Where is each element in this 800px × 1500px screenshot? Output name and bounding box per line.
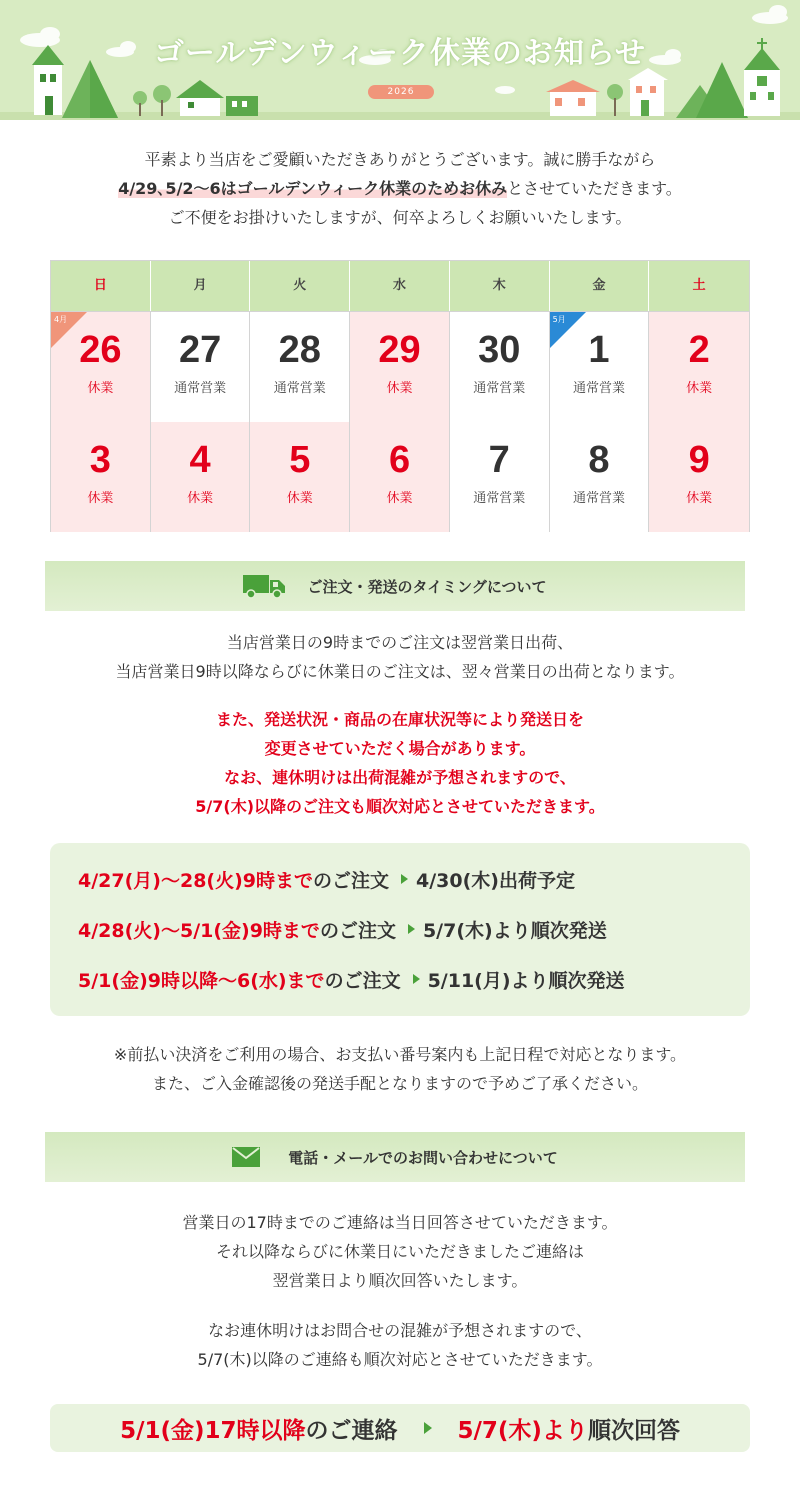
day-number: 4 xyxy=(189,439,211,481)
intro-line-3: ご不便をお掛けいたしますが、何卒よろしくお願いいたします。 xyxy=(168,208,632,227)
calendar-day-cell xyxy=(151,312,251,422)
calendar-day-cell xyxy=(51,312,151,422)
day-number: 30 xyxy=(478,329,521,371)
contact-line-5: 5/7(木)以降のご連絡も順次対応とさせていただきます。 xyxy=(197,1350,603,1369)
payment-note-2: また、ご入金確認後の発送手配となりますので予めご了承ください。 xyxy=(151,1074,648,1093)
schedule-period: 4/28(火)～5/1(金)9時まで xyxy=(78,919,320,942)
schedule-result: 5/7(木)より順次発送 xyxy=(422,919,607,942)
calendar-day-cell xyxy=(649,312,749,422)
schedule-period: 4/27(月)～28(火)9時まで xyxy=(78,869,313,892)
day-status: 通常営業 xyxy=(473,491,526,506)
day-status: 休業 xyxy=(386,381,413,396)
contact-line-2: それ以降ならびに休業日にいただきましたご連絡は xyxy=(215,1242,584,1261)
contact-line-1: 営業日の17時までのご連絡は当日回答させていただきます。 xyxy=(182,1213,618,1232)
day-number: 6 xyxy=(388,439,411,481)
calendar-day-cell xyxy=(649,422,749,532)
calendar-day-cell xyxy=(450,422,550,532)
schedule-order: のご注文 xyxy=(319,919,396,942)
shipping-schedule-box xyxy=(50,843,750,1016)
day-status: 通常営業 xyxy=(572,491,625,506)
calendar-day-cell xyxy=(250,312,350,422)
weekday-sun: 日 xyxy=(51,261,151,311)
day-status: 通常営業 xyxy=(572,381,625,396)
month-label: 5月 xyxy=(552,315,566,324)
weekday-thu: 木 xyxy=(450,261,550,311)
day-status: 休業 xyxy=(386,491,413,506)
day-status: 休業 xyxy=(286,491,313,506)
shipping-section-title: ご注文・発送のタイミングについて xyxy=(307,577,547,596)
month-label: 4月 xyxy=(54,315,68,324)
shipping-notice-3: なお、連休明けは出荷混雑が予想されますので、 xyxy=(224,768,576,787)
schedule-result: 5/11(月)より順次発送 xyxy=(427,969,625,992)
day-status: 休業 xyxy=(87,381,114,396)
contact-label: のご連絡 xyxy=(305,1417,398,1444)
calendar-day-cell xyxy=(450,312,550,422)
schedule-row xyxy=(78,964,625,994)
truck-icon xyxy=(243,573,287,599)
weekday-tue: 火 xyxy=(250,261,350,311)
schedule-row xyxy=(78,914,607,944)
day-status: 通常営業 xyxy=(273,381,326,396)
calendar-day-cell xyxy=(151,422,251,532)
day-status: 休業 xyxy=(686,381,713,396)
contact-section-title: 電話・メールでのお問い合わせについて xyxy=(288,1148,558,1167)
contact-section-header xyxy=(45,1132,745,1182)
day-number: 29 xyxy=(378,329,421,371)
shipping-section-header xyxy=(45,561,745,611)
payment-note xyxy=(0,1040,800,1098)
contact-notice xyxy=(0,1316,800,1374)
contact-period: 5/1(金)17時以降 xyxy=(120,1417,306,1444)
holiday-calendar xyxy=(50,260,750,532)
day-number: 9 xyxy=(688,439,710,481)
calendar-week-row xyxy=(51,421,749,531)
shipping-notice-1: また、発送状況・商品の在庫状況等により発送日を xyxy=(215,710,584,729)
day-number: 1 xyxy=(588,329,610,371)
contact-line-4: なお連休明けはお問合せの混雑が予想されますので、 xyxy=(208,1321,592,1340)
header-banner xyxy=(0,0,800,120)
calendar-weekday-header xyxy=(51,261,749,311)
arrow-right-icon xyxy=(424,1422,432,1434)
shipping-notice xyxy=(0,705,800,821)
weekday-fri: 金 xyxy=(550,261,650,311)
calendar-day-cell xyxy=(350,312,450,422)
calendar-day-cell xyxy=(350,422,450,532)
day-number: 2 xyxy=(688,329,710,371)
calendar-day-cell xyxy=(51,422,151,532)
schedule-result: 4/30(木)出荷予定 xyxy=(416,869,575,892)
payment-note-1: ※前払い決済をご利用の場合、お支払い番号案内も上記日程で対応となります。 xyxy=(113,1045,687,1064)
shipping-notice-4: 5/7(木)以降のご注文も順次対応とさせていただきます。 xyxy=(195,797,605,816)
weekday-sat: 土 xyxy=(692,278,706,293)
intro-line-2-rest: とさせていただきます。 xyxy=(507,179,682,198)
day-number: 28 xyxy=(278,329,321,371)
calendar-week-row xyxy=(51,311,749,421)
calendar-day-cell xyxy=(550,312,650,422)
shipping-line-2: 当店営業日9時以降ならびに休業日のご注文は、翌々営業日の出荷となります。 xyxy=(115,662,685,681)
day-number: 8 xyxy=(588,439,610,481)
weekday-mon: 月 xyxy=(151,261,251,311)
schedule-row xyxy=(78,864,575,894)
calendar-day-cell xyxy=(550,422,650,532)
intro-line-1: 平素より当店をご愛顧いただきありがとうございます。誠に勝手ながら xyxy=(144,150,656,169)
day-status: 休業 xyxy=(686,491,713,506)
day-number: 27 xyxy=(178,329,222,371)
arrow-right-icon xyxy=(408,924,415,934)
weekday-wed: 水 xyxy=(350,261,450,311)
shipping-notice-2: 変更させていただく場合があります。 xyxy=(264,739,536,758)
mail-icon xyxy=(232,1147,260,1167)
shipping-line-1: 当店営業日の9時までのご注文は翌営業日出荷、 xyxy=(226,633,574,652)
arrow-right-icon xyxy=(401,874,408,884)
contact-answer: 順次回答 xyxy=(587,1417,680,1444)
contact-line-3: 翌営業日より順次回答いたします。 xyxy=(272,1271,528,1290)
year-badge: 2026 xyxy=(368,85,434,99)
contact-schedule-bar xyxy=(50,1404,750,1452)
schedule-order: のご注文 xyxy=(313,869,390,892)
schedule-period: 5/1(金)9時以降～6(水)まで xyxy=(78,969,325,992)
calendar-day-cell xyxy=(250,422,350,532)
shipping-description xyxy=(0,628,800,686)
contact-description xyxy=(0,1208,800,1295)
day-status: 休業 xyxy=(87,491,114,506)
day-number: 7 xyxy=(488,439,510,481)
contact-from: 5/7(木)より xyxy=(457,1417,588,1444)
intro-line-2 xyxy=(0,174,800,203)
day-number: 26 xyxy=(79,329,122,371)
day-status: 通常営業 xyxy=(473,381,526,396)
page-title: ゴールデンウィーク休業のお知らせ xyxy=(153,36,647,71)
arrow-right-icon xyxy=(413,974,420,984)
day-status: 休業 xyxy=(187,491,214,506)
intro-text xyxy=(0,145,800,232)
day-number: 5 xyxy=(289,439,311,481)
day-status: 通常営業 xyxy=(174,381,227,396)
day-number: 3 xyxy=(89,439,111,481)
schedule-order: のご注文 xyxy=(324,969,401,992)
holiday-highlight: 4/29､5/2～6はゴールデンウィーク休業のためお休み xyxy=(118,179,508,198)
